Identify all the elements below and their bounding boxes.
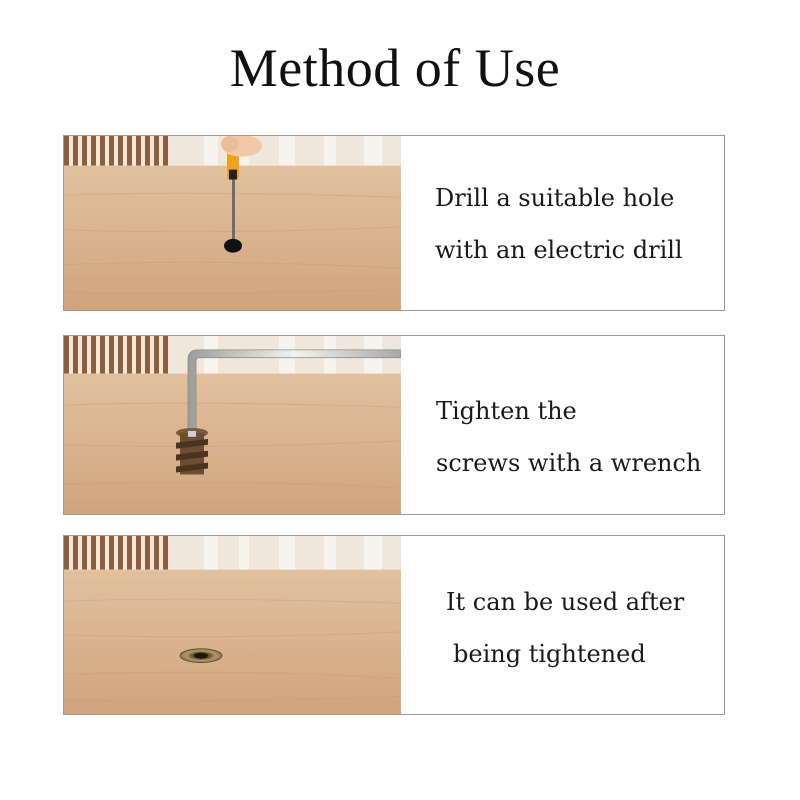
step-text-line-2: screws with a wrench <box>436 449 702 477</box>
step-text-line-2: with an electric drill <box>435 236 683 264</box>
step-card-2 <box>63 335 725 515</box>
threaded-insert-icon <box>176 428 208 474</box>
step-caption <box>401 536 724 714</box>
step-card-1 <box>63 135 725 311</box>
hex-wrench-insert-photo <box>64 336 401 514</box>
flush-insert-icon <box>180 649 222 663</box>
step-text-line-1: It can be used after <box>446 588 685 616</box>
drill-hole-photo <box>64 136 401 310</box>
installed-insert-photo <box>64 536 401 714</box>
step-caption <box>401 336 724 514</box>
page-title: Method of Use <box>229 38 561 98</box>
drilled-hole-icon <box>224 239 242 253</box>
step-text-line-1: Drill a suitable hole <box>435 184 675 212</box>
step-caption <box>401 136 724 310</box>
step-text-line-2: being tightened <box>453 640 646 668</box>
step-card-3 <box>63 535 725 715</box>
step-text-line-1: Tighten the <box>436 397 577 425</box>
